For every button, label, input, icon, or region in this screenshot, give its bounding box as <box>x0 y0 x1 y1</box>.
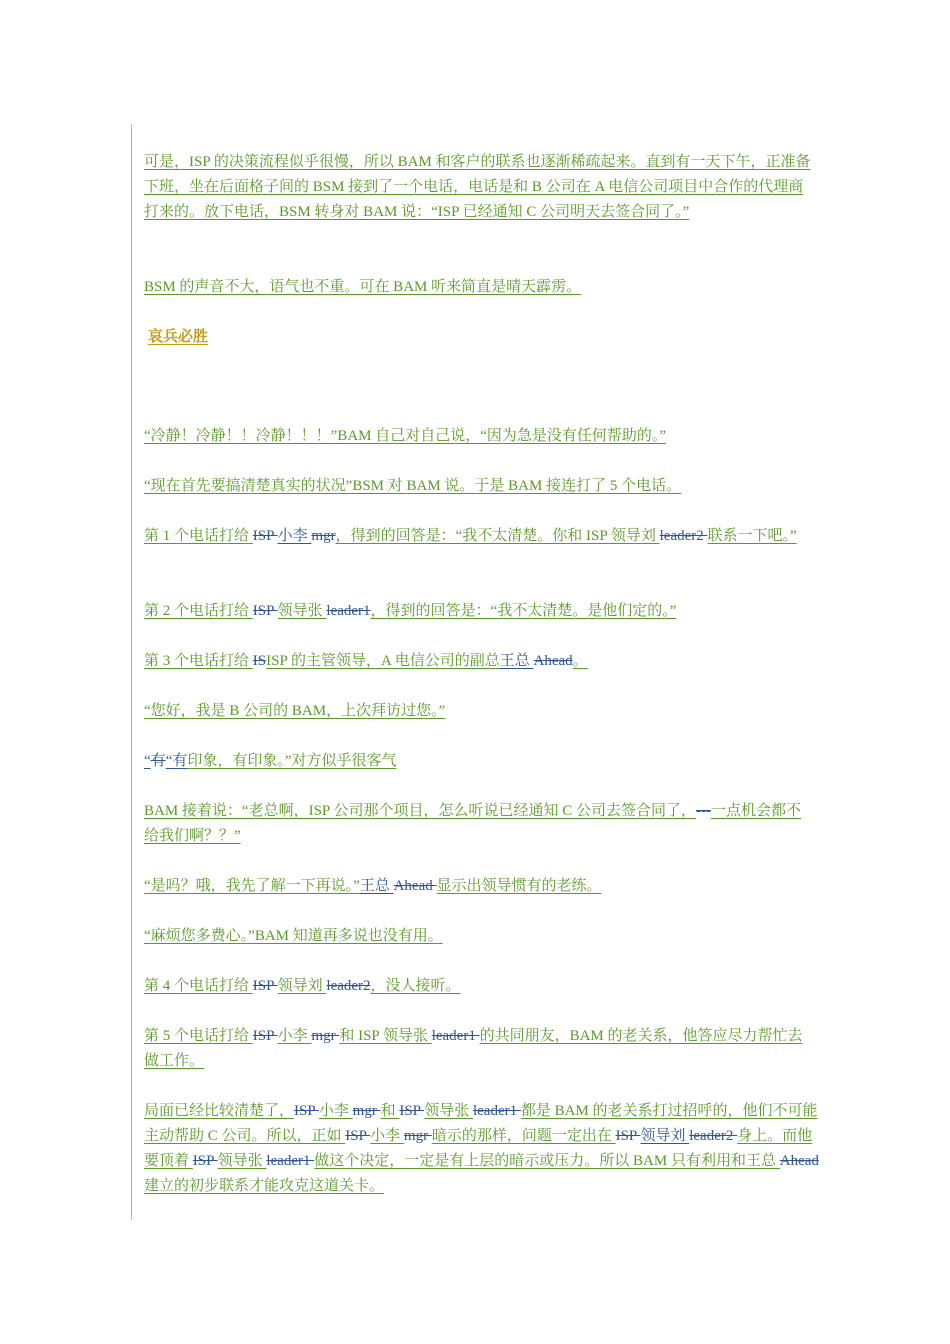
inserted-text: 联系一下吧。” <box>707 528 797 544</box>
inserted-text: 领导刘 <box>640 1128 690 1144</box>
paragraph-14 <box>144 1024 814 1074</box>
paragraph-10 <box>144 799 814 849</box>
deleted-text: mgr <box>311 528 336 544</box>
inserted-text: ，得到的回答是：“我不太清楚。你和 ISP 领导刘 <box>335 528 660 544</box>
deleted-text: ISP <box>192 1153 218 1169</box>
deleted-text: ISP <box>252 978 278 994</box>
inserted-text: 领导张 <box>424 1103 473 1119</box>
inserted-text: “ <box>144 753 151 769</box>
inserted-text: “您好，我是 B 公司的 BAM，上次拜访过您。” <box>144 703 446 719</box>
inserted-text: 第 1 个电话打给 <box>144 528 253 544</box>
inserted-text: 做这个决定，一定是有上层的暗示或压力。所以 BAM 只有利用和王总 <box>314 1153 780 1169</box>
paragraph-1 <box>144 150 814 225</box>
inserted-text: 和 ISP 领导张 <box>339 1028 432 1044</box>
inserted-text: 显示出领导惯有的老练。 <box>436 878 602 894</box>
inserted-text: ，没人接听。 <box>370 978 461 994</box>
inserted-text: BAM 接着说：“老总啊，ISP 公司那个项目，怎么听说已经通知 C 公司去签合同了， <box>144 803 696 819</box>
deleted-text: leader2 <box>659 528 708 544</box>
inserted-text: ，得到的回答是：“我不太清楚。是他们定的。” <box>370 603 677 619</box>
inserted-text: 可是，ISP 的决策流程似乎很慢，所以 BAM 和客户的联系也逐渐稀疏起来。直到有一天下午，正准备下班，坐在后面格子间的 BSM 接到了一个电话，电话是和 B 公司在 A 电信公司项目中合作的代理商打来的。放下电话，BSM 转身对 BAM 说：“ISP 已经通知 C 公司明天去签合同了。” <box>144 154 811 220</box>
inserted-text: 建立的初步联系才能攻克这道关卡。 <box>144 1178 385 1194</box>
inserted-text: 局面已经比较清楚了， <box>144 1103 295 1119</box>
paragraph-9 <box>144 749 397 774</box>
inserted-text: 印象，有印象。”对方似乎很客气 <box>187 753 397 769</box>
paragraph-13 <box>144 974 461 999</box>
paragraph-5 <box>144 524 814 549</box>
inserted-text: 第 2 个电话打给 <box>144 603 253 619</box>
inserted-text: 。 <box>572 653 588 669</box>
deleted-text: ISP <box>345 1128 371 1144</box>
deleted-text: leader1 <box>431 1028 480 1044</box>
inserted-text: 第 4 个电话打给 <box>144 978 253 994</box>
inserted-text: 第 5 个电话打给 <box>144 1028 253 1044</box>
inserted-text: “麻烦您多费心。”BAM 知道再多说也没有用。 <box>144 928 443 944</box>
inserted-text: 王总 <box>359 878 394 894</box>
paragraph-15 <box>144 1099 824 1199</box>
deleted-text: mgr <box>403 1128 432 1144</box>
inserted-text: 小李 <box>277 1028 312 1044</box>
deleted-text: ISP <box>252 1028 278 1044</box>
inserted-text: 领导张 <box>217 1153 267 1169</box>
inserted-text: 小李 <box>370 1128 404 1144</box>
deleted-text: leader2 <box>689 1128 738 1144</box>
deleted-text: ISP <box>399 1103 425 1119</box>
deleted-text: leader1 <box>326 603 371 619</box>
deleted-text: leader1 <box>472 1103 521 1119</box>
inserted-text: 第 3 个电话打给 <box>144 653 253 669</box>
inserted-text: “有 <box>165 753 188 769</box>
paragraph-7 <box>144 649 588 674</box>
section-heading <box>148 325 208 350</box>
deleted-text: --- <box>695 803 711 819</box>
inserted-text: 都是 BAM 的老关系打过招呼的，他们不可能主动帮助 C 公司。所以，正如 <box>144 1103 818 1144</box>
deleted-text: Ahead <box>393 878 437 894</box>
deleted-text: ISP <box>252 528 278 544</box>
paragraph-12 <box>144 924 443 949</box>
inserted-text: ISP 的主管领导，A 电信公司的副总 <box>266 653 500 669</box>
deleted-text: Ahead <box>533 653 573 669</box>
inserted-text: 暗示的那样，问题一定出在 <box>431 1128 616 1144</box>
inserted-text: 小李 <box>318 1103 353 1119</box>
deleted-text: Ahead <box>779 1153 819 1169</box>
paragraph-4 <box>144 474 681 499</box>
revision-change-bar <box>131 124 132 1220</box>
inserted-text: 小李 <box>277 528 312 544</box>
deleted-text: leader1 <box>266 1153 315 1169</box>
inserted-text: BSM 的声音不大，语气也不重。可在 BAM 听来简直是晴天霹雳。 <box>144 279 582 295</box>
deleted-text: IS <box>252 653 267 669</box>
deleted-text: ISP <box>615 1128 641 1144</box>
inserted-text: 领导刘 <box>277 978 327 994</box>
deleted-text: mgr <box>352 1103 381 1119</box>
heading-text: 哀兵必胜 <box>148 329 209 345</box>
deleted-text: ISP <box>252 603 278 619</box>
deleted-text: mgr <box>311 1028 340 1044</box>
deleted-text: 有 <box>150 753 166 769</box>
inserted-text: “现在首先要搞清楚真实的状况”BSM 对 BAM 说。于是 BAM 接连打了 5 个电话。 <box>144 478 682 494</box>
paragraph-2 <box>144 275 581 300</box>
inserted-text: 王总 <box>499 653 534 669</box>
deleted-text: leader2 <box>326 978 371 994</box>
inserted-text: 的共同朋友，BAM 的老关系，他答应尽力帮忙去做工作。 <box>144 1028 803 1069</box>
paragraph-6 <box>144 599 676 624</box>
paragraph-8 <box>144 699 445 724</box>
inserted-text: 身上。而他要顶着 <box>144 1128 813 1169</box>
paragraph-11 <box>144 874 602 899</box>
inserted-text: “是吗？哦，我先了解一下再说。” <box>144 878 360 894</box>
deleted-text: ISP <box>294 1103 319 1119</box>
paragraph-3 <box>144 424 666 449</box>
inserted-text: “冷静！冷静！！冷静！！！”BAM 自己对自己说，“因为急是没有任何帮助的。” <box>144 428 667 444</box>
inserted-text: 领导张 <box>277 603 327 619</box>
inserted-text: 一点机会都不给我们啊？？” <box>144 803 801 844</box>
inserted-text: 和 <box>380 1103 400 1119</box>
